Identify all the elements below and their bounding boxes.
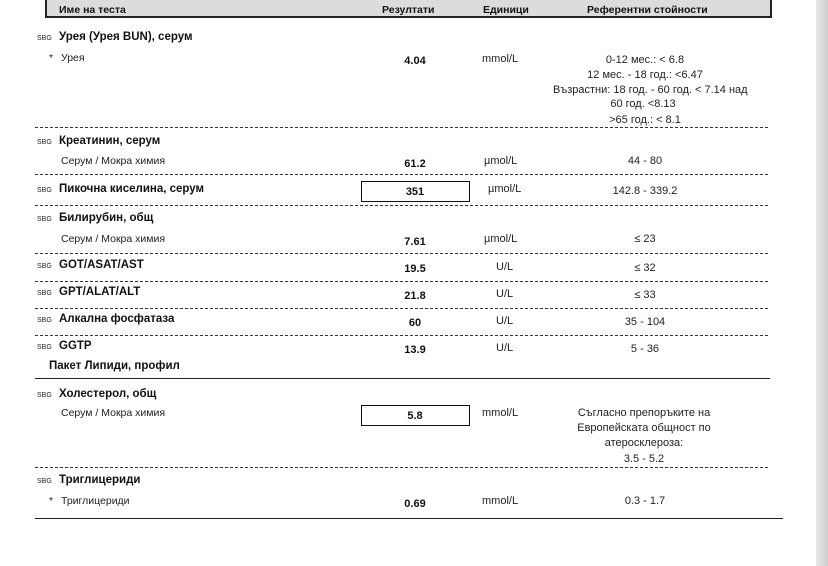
row-divider xyxy=(35,467,768,468)
row-divider xyxy=(35,253,768,254)
ref-uric-acid: 142.8 - 339.2 xyxy=(612,185,678,197)
sbg-tag: SBG xyxy=(37,290,52,297)
value-triglycerides: 0.69 xyxy=(404,498,426,510)
unit-cholesterol: mmol/L xyxy=(482,407,519,419)
section-divider xyxy=(35,378,770,379)
unit-triglycerides: mmol/L xyxy=(482,495,519,507)
row-divider xyxy=(35,281,768,282)
unit-bilirubin: µmol/L xyxy=(484,233,518,245)
value-alkaline-phosphatase: 60 xyxy=(408,317,422,329)
test-name-gpt: GPT/ALAT/ALT xyxy=(59,286,141,298)
unit-alkaline-phosphatase: U/L xyxy=(496,315,514,327)
value-urea: 4.04 xyxy=(404,55,426,67)
unit-ggtp: U/L xyxy=(496,342,514,354)
sbg-tag: SBG xyxy=(37,35,52,42)
row-divider xyxy=(35,335,768,336)
test-name-uric-acid: Пикочна киселина, серум xyxy=(59,183,205,195)
test-name-creatinine: Креатинин, серум xyxy=(59,135,161,147)
unit-got: U/L xyxy=(496,261,514,273)
test-name-urea: Урея (Урея BUN), серум xyxy=(59,31,193,43)
value-bilirubin: 7.61 xyxy=(404,236,426,248)
header-reference: Референтни стойности xyxy=(587,4,708,16)
sbg-tag: SBG xyxy=(37,392,52,399)
test-name-bilirubin: Билирубин, общ xyxy=(59,212,154,224)
ref-bilirubin: ≤ 23 xyxy=(634,233,656,245)
header-test-name: Име на теста xyxy=(59,4,126,16)
sbg-tag: SBG xyxy=(37,187,52,194)
sub-triglycerides: Триглицериди xyxy=(61,495,130,507)
value-cholesterol: 5.8 xyxy=(407,410,423,422)
ref-urea-3: Възрастни: 18 год. - 60 год. < 7.14 над xyxy=(553,84,748,96)
test-name-cholesterol: Холестерол, общ xyxy=(59,388,157,400)
ref-got: ≤ 32 xyxy=(634,262,656,274)
test-name-alkaline-phosphatase: Алкална фосфатаза xyxy=(59,313,175,325)
table-bottom-line xyxy=(35,518,783,519)
star-marker: * xyxy=(49,495,54,507)
ref-alkaline-phosphatase: 35 - 104 xyxy=(624,316,666,328)
ref-urea-1: 0-12 мес.: < 6.8 xyxy=(605,54,685,66)
sbg-tag: SBG xyxy=(37,263,52,270)
test-name-triglycerides: Триглицериди xyxy=(59,474,141,486)
sub-urea: Урея xyxy=(61,52,85,64)
ref-urea-2: 12 мес. - 18 год.: <6.47 xyxy=(587,69,703,81)
ref-gpt: ≤ 33 xyxy=(634,289,656,301)
value-creatinine: 61.2 xyxy=(404,158,426,170)
ref-ggtp: 5 - 36 xyxy=(630,343,660,355)
sub-cholesterol: Серум / Мокра химия xyxy=(61,407,166,419)
value-uric-acid: 351 xyxy=(405,186,425,198)
value-got: 19.5 xyxy=(404,263,426,275)
sbg-tag: SBG xyxy=(37,344,52,351)
row-divider xyxy=(35,174,768,175)
sbg-tag: SBG xyxy=(37,478,52,485)
value-gpt: 21.8 xyxy=(404,290,426,302)
sub-creatinine: Серум / Мокра химия xyxy=(61,155,166,167)
header-results: Резултати xyxy=(382,4,435,16)
row-divider xyxy=(35,127,768,128)
value-ggtp: 13.9 xyxy=(404,344,426,356)
row-divider xyxy=(35,205,768,206)
star-marker: * xyxy=(49,52,54,64)
ref-urea-4: 60 год. <8.13 xyxy=(610,98,676,110)
ref-urea-5: >65 год.: < 8.1 xyxy=(609,114,681,126)
unit-gpt: U/L xyxy=(496,288,514,300)
section-lipid-profile: Пакет Липиди, профил xyxy=(49,360,180,372)
header-units: Единици xyxy=(483,4,529,16)
sbg-tag: SBG xyxy=(37,317,52,324)
ref-triglycerides: 0.3 - 1.7 xyxy=(624,495,666,507)
row-divider xyxy=(35,308,768,309)
ref-cholesterol-2: Европейската общност по xyxy=(577,422,711,434)
ref-cholesterol-3: атеросклероза: xyxy=(604,437,684,449)
ref-cholesterol-1: Съгласно препоръките на xyxy=(577,407,711,419)
unit-uric-acid: µmol/L xyxy=(488,183,522,195)
unit-urea: mmol/L xyxy=(482,53,519,65)
ref-cholesterol-4: 3.5 - 5.2 xyxy=(623,453,665,465)
page-edge-shadow xyxy=(816,0,828,566)
ref-creatinine: 44 - 80 xyxy=(627,155,663,167)
table-header xyxy=(45,0,772,18)
sub-bilirubin: Серум / Мокра химия xyxy=(61,233,166,245)
test-name-ggtp: GGTP xyxy=(59,340,92,352)
unit-creatinine: µmol/L xyxy=(484,155,518,167)
test-name-got: GOT/ASAT/AST xyxy=(59,259,144,271)
sbg-tag: SBG xyxy=(37,216,52,223)
sbg-tag: SBG xyxy=(37,139,52,146)
